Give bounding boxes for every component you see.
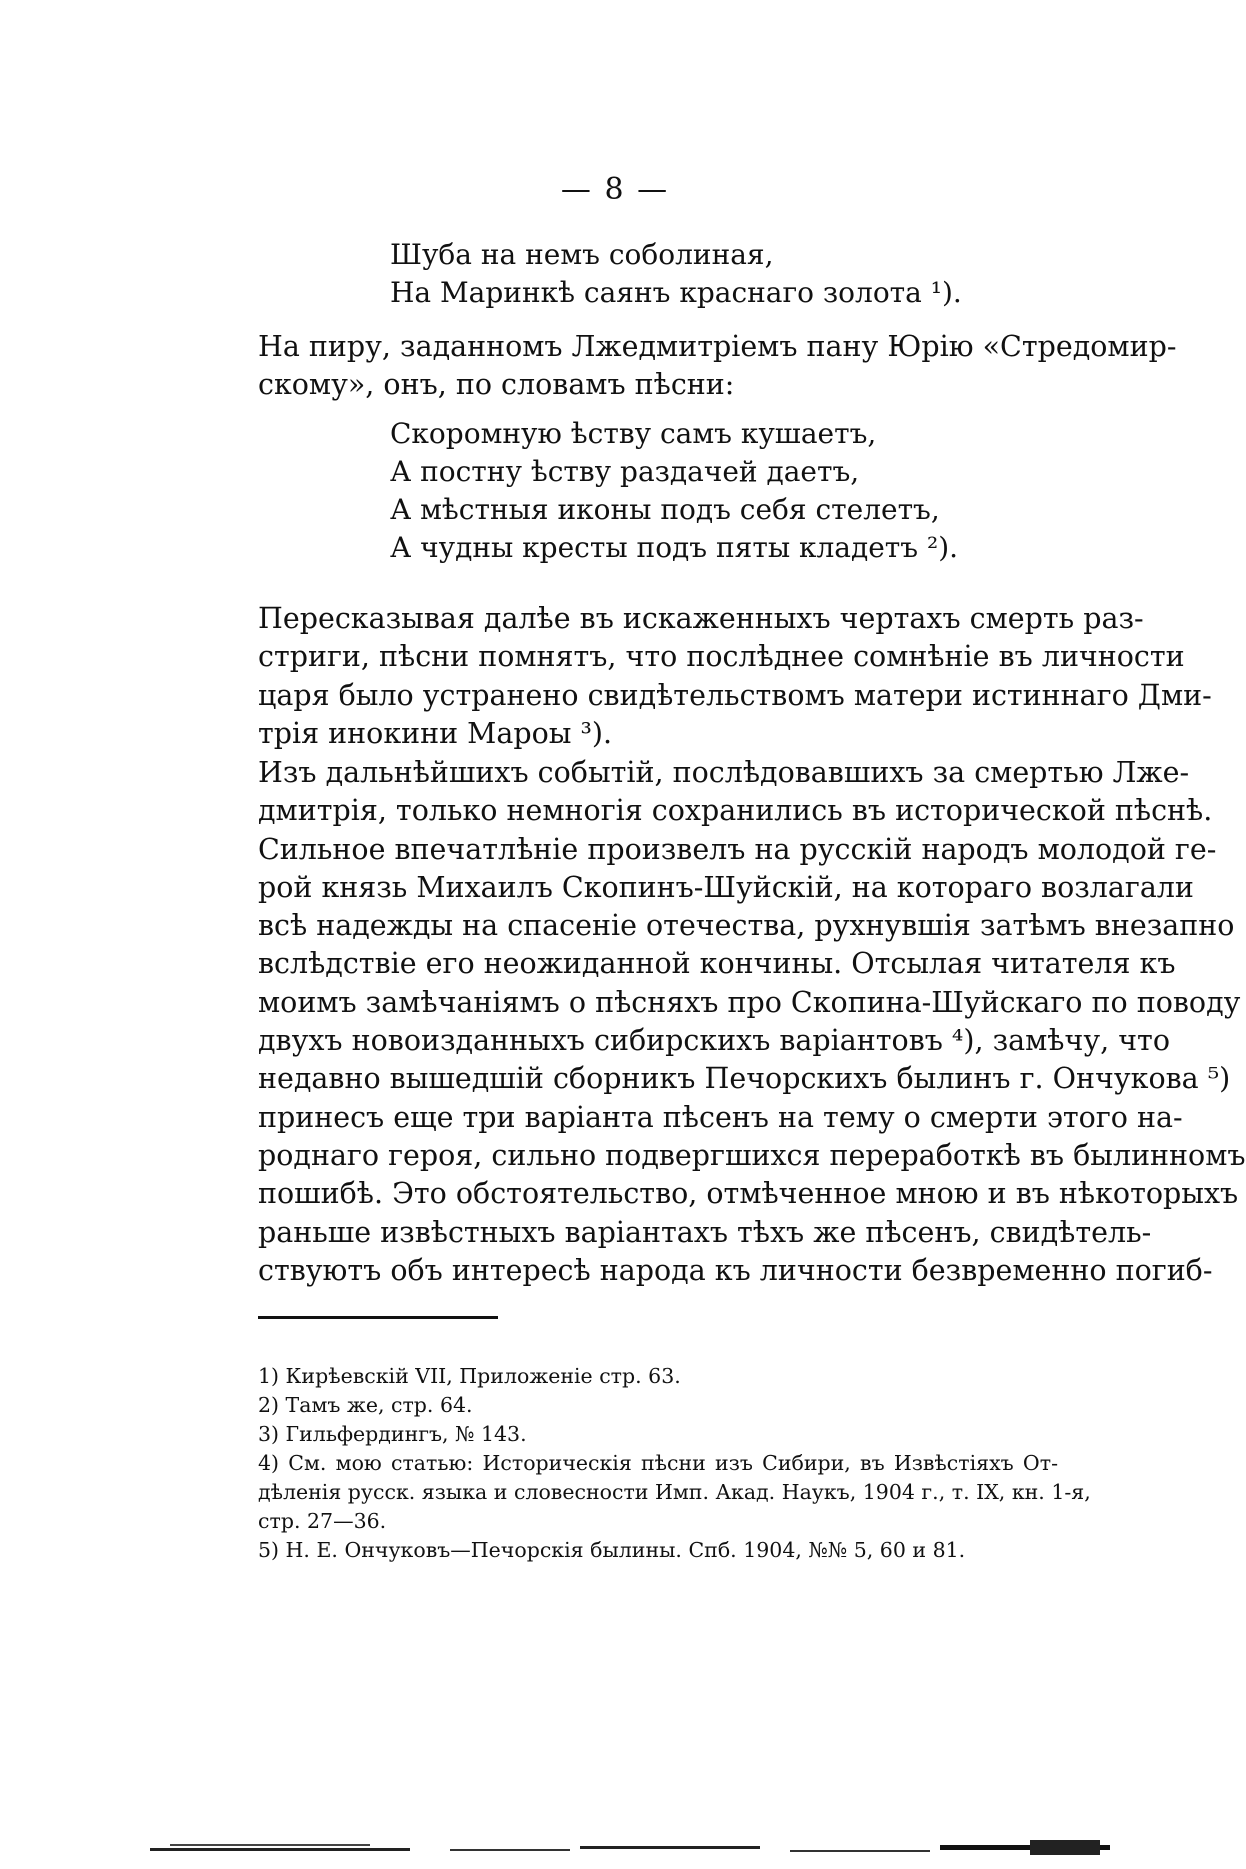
- footnote-3: 3) Гильфердингъ, № 143.: [258, 1422, 527, 1446]
- verse-line: А мѣстныя иконы подъ себя стелетъ,: [390, 493, 940, 526]
- verse-line: Скоромную ѣству самъ кушаетъ,: [390, 417, 877, 450]
- footnotes: [258, 1362, 1091, 1565]
- paragraph-line: Сильное впечатлѣніе произвелъ на русскій народъ молодой ге-: [258, 832, 1217, 866]
- paragraph-line: Изъ дальнѣйшихъ событій, послѣдовавшихъ за смертью Лже-: [258, 756, 1190, 789]
- paragraph-line: скому», онъ, по словамъ пѣсни:: [258, 368, 735, 402]
- paragraph-line: дмитрія, только немногія сохранились въ исторической пѣснѣ.: [258, 794, 1213, 828]
- footnote-4-cont: дѣленія русск. языка и словесности Имп. Акад. Наукъ, 1904 г., т. IX, кн. 1-я,: [258, 1480, 1091, 1504]
- paragraph-line: двухъ новоизданныхъ сибирскихъ варіантовъ ⁴), замѣчу, что: [258, 1024, 1170, 1058]
- paragraph-line: роднаго героя, сильно подвергшихся переработкѣ въ былинномъ: [258, 1138, 1246, 1172]
- paragraph-line: стриги, пѣсни помнятъ, что послѣднее сомнѣніе въ личности: [258, 640, 1185, 674]
- footnote-4-end: стр. 27—36.: [258, 1509, 387, 1533]
- paragraph-line: всѣ надежды на спасеніе отечества, рухнувшія затѣмъ внезапно: [258, 909, 1235, 943]
- footnote-1: 1) Кирѣевскій VII, Приложеніе стр. 63.: [258, 1364, 681, 1388]
- paragraph-line: раньше извѣстныхъ варіантахъ тѣхъ же пѣсенъ, свидѣтель-: [258, 1215, 1152, 1249]
- paragraph-2: [258, 600, 1212, 753]
- scan-edge-artifact: [150, 1840, 1110, 1858]
- paragraph-line: трія инокини Мароы ³).: [258, 716, 613, 750]
- page-number: — 8 —: [560, 172, 670, 207]
- verse-line: Шуба на немъ соболиная,: [390, 238, 774, 271]
- paragraph-line: Пересказывая далѣе въ искаженныхъ чертахъ смерть раз-: [258, 602, 1144, 635]
- verse-line: А чудны кресты подъ пяты кладетъ ²).: [390, 531, 959, 564]
- verse-line: А постну ѣству раздачей даетъ,: [390, 455, 860, 488]
- verse-block-2: [390, 415, 958, 567]
- paragraph-line: принесъ еще три варіанта пѣсенъ на тему о смерти этого на-: [258, 1100, 1183, 1134]
- footnote-5: 5) Н. Е. Ончуковъ—Печорскія былины. Спб. 1904, №№ 5, 60 и 81.: [258, 1538, 966, 1562]
- footnote-2: 2) Тамъ же, стр. 64.: [258, 1393, 473, 1417]
- footnote-4: 4) См. мою статью: Историческія пѣсни изъ Сибири, въ Извѣстіяхъ От-: [258, 1451, 1058, 1475]
- paragraph-line: На пиру, заданномъ Лжедмитріемъ пану Юрію «Стредомир-: [258, 330, 1177, 363]
- paragraph-line: пошибѣ. Это обстоятельство, отмѣченное мною и въ нѣкоторыхъ: [258, 1177, 1239, 1211]
- paragraph-line: вслѣдствіе его неожиданной кончины. Отсылая читателя къ: [258, 947, 1176, 981]
- verse-block-1: [390, 236, 962, 312]
- paragraph-line: моимъ замѣчаніямъ о пѣсняхъ про Скопина-Шуйскаго по поводу: [258, 985, 1241, 1019]
- verse-line: На Маринкѣ саянъ краснаго золота ¹).: [390, 276, 962, 309]
- footnote-divider: [258, 1316, 498, 1319]
- paragraph-line: недавно вышедшій сборникъ Печорскихъ былинъ г. Ончукова ⁵): [258, 1062, 1231, 1096]
- paragraph-line: царя было устранено свидѣтельствомъ матери истиннаго Дми-: [258, 678, 1212, 712]
- paragraph-line: ствуютъ объ интересѣ народа къ личности безвременно погиб-: [258, 1253, 1213, 1287]
- paragraph-1: [258, 328, 1177, 405]
- paragraph-line: рой князь Михаилъ Скопинъ-Шуйскій, на котораго возлагали: [258, 870, 1194, 904]
- paragraph-3: [258, 754, 1246, 1290]
